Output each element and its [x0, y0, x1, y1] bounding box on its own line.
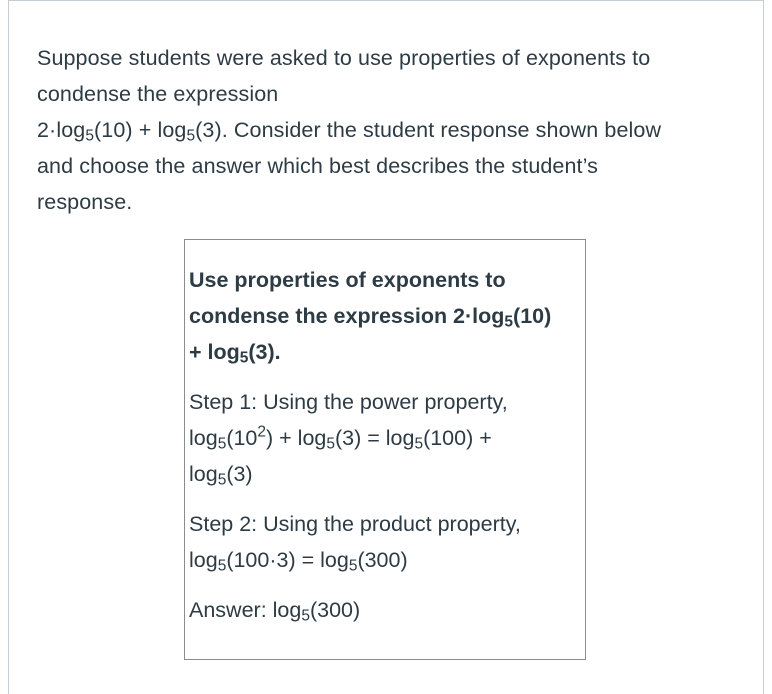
question-line: response.	[37, 190, 133, 214]
response-answer: Answer: $\log_5(300)$	[189, 598, 361, 625]
question-line: Suppose students were asked to use properties of exponents to	[37, 46, 651, 70]
question-line: condense the expression	[37, 82, 279, 106]
question-line: and choose the answer which best describes the student’s	[37, 154, 598, 178]
question-text	[37, 40, 737, 220]
response-prompt: Use properties of exponents to condense the expression $2\cdot\log_5(10)$ + $\log_5(3)$.	[189, 268, 552, 367]
student-response-box	[184, 239, 586, 660]
question-expression-line: $2\cdot\log_5(10) + \log_5(3)$. Consider the student response shown below	[37, 118, 662, 145]
response-step-2: Step 2: Using the product property, $\log_5(100\cdot 3) = \log_5(300)$	[189, 512, 521, 575]
response-step-1: Step 1: Using the power property, $\log_5(10^2) + \log_5(3) = \log_5(100)$ + $\log_5(3)$	[189, 390, 508, 489]
